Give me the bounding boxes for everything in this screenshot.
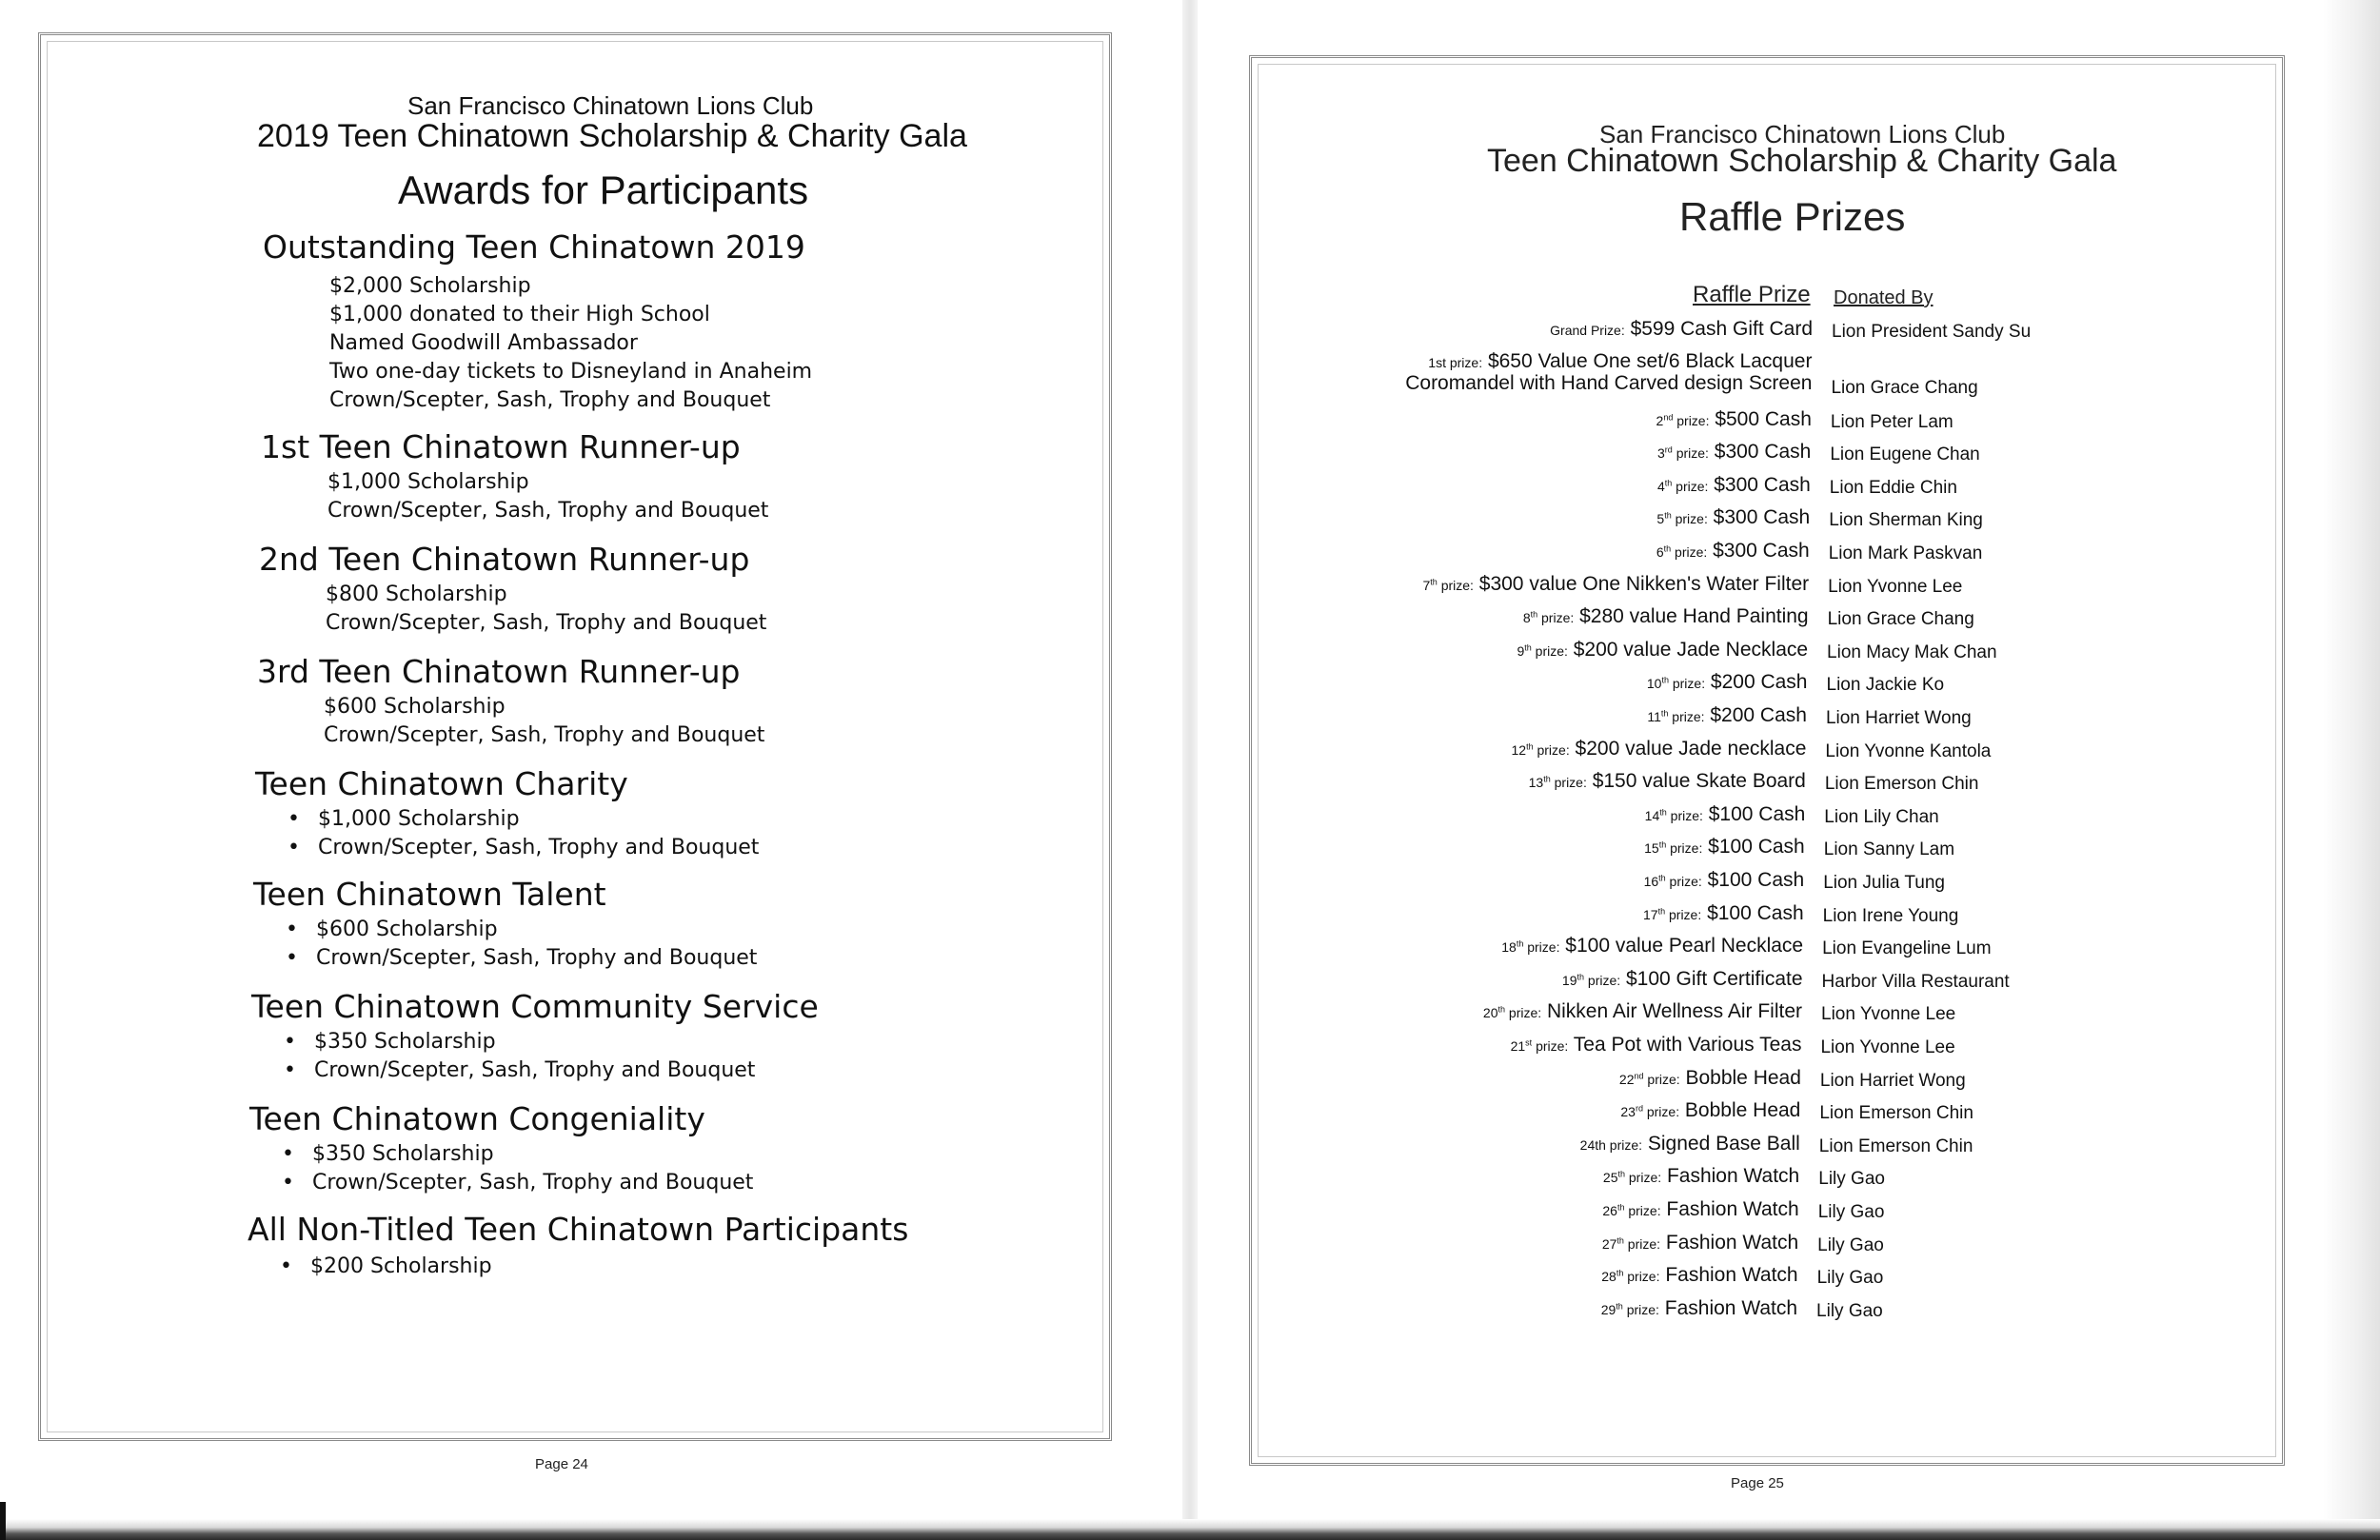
- prize-row: 15th prize: $100 Cash: [1644, 836, 1805, 859]
- column-header-donated-by: Donated By: [1834, 287, 1934, 308]
- prize-rank: 28th prize:: [1601, 1268, 1660, 1285]
- prize-row: 18th prize: $100 value Pearl Necklace: [1501, 935, 1804, 958]
- award-detail: $600 Scholarship: [324, 695, 506, 719]
- prize-row: 26th prize: Fashion Watch: [1602, 1198, 1799, 1220]
- prize-rank: 21st prize:: [1510, 1037, 1569, 1054]
- award-detail: • $200 Scholarship: [310, 1254, 492, 1278]
- award-title: 3rd Teen Chinatown Runner-up: [257, 653, 741, 690]
- prize-donor: Lily Gao: [1817, 1202, 1885, 1222]
- prize-rank: Grand Prize:: [1550, 323, 1625, 338]
- award-detail: • $350 Scholarship: [314, 1030, 496, 1054]
- award-detail: $1,000 Scholarship: [327, 470, 529, 494]
- prize-row: 12th prize: $200 value Jade necklace: [1511, 737, 1807, 760]
- award-detail: Crown/Scepter, Sash, Trophy and Bouquet: [326, 611, 767, 635]
- prize-rank: 1st prize:: [1428, 354, 1483, 370]
- prize-rank: 3rd prize:: [1657, 444, 1709, 462]
- award-title: Teen Chinatown Charity: [255, 765, 628, 802]
- award-detail: • $1,000 Scholarship: [318, 807, 520, 831]
- prize-rank: 6th prize:: [1656, 543, 1708, 560]
- page-number-left: Page 24: [535, 1456, 588, 1472]
- prize-donor: Lily Gao: [1816, 1300, 1883, 1321]
- left-org-name: San Francisco Chinatown Lions Club: [407, 91, 814, 120]
- prize-row: 6th prize: $300 Cash: [1656, 540, 1810, 562]
- prize-rank: 7th prize:: [1422, 576, 1474, 593]
- award-detail: Crown/Scepter, Sash, Trophy and Bouquet: [327, 499, 769, 523]
- award-title: Teen Chinatown Congeniality: [249, 1100, 705, 1137]
- prize-item-continued: Coromandel with Hand Carved design Screen: [1405, 371, 1813, 394]
- prize-rank: 18th prize:: [1501, 938, 1560, 956]
- prize-rank: 8th prize:: [1522, 609, 1575, 626]
- prize-row: 21st prize: Tea Pot with Various Teas: [1510, 1034, 1802, 1056]
- prize-rank: 29th prize:: [1600, 1301, 1659, 1317]
- prize-donor: Lion President Sandy Su: [1832, 322, 2032, 342]
- award-detail: • Crown/Scepter, Sash, Trophy and Bouquet: [318, 836, 759, 859]
- book-corner: [0, 1502, 6, 1540]
- prize-rank: 19th prize:: [1561, 972, 1621, 988]
- prize-row: 4th prize: $300 Cash: [1656, 473, 1811, 496]
- prize-donor: Lion Evangeline Lum: [1822, 938, 1992, 959]
- award-title: Teen Chinatown Talent: [253, 876, 606, 913]
- prize-rank: 22nd prize:: [1618, 1070, 1680, 1087]
- prize-row: 8th prize: $280 value Hand Painting: [1522, 605, 1809, 628]
- right-event-title: Teen Chinatown Scholarship & Charity Gala: [1487, 143, 2117, 179]
- page-edge-right: [2323, 0, 2380, 1540]
- prize-rank: 24th prize:: [1579, 1136, 1643, 1153]
- prize-rank: 20th prize:: [1482, 1004, 1542, 1021]
- prize-donor: Lion Sanny Lam: [1823, 839, 1955, 860]
- prize-rank: 11th prize:: [1647, 708, 1705, 724]
- book-bottom-edge: [0, 1519, 2380, 1540]
- right-page-border: [1249, 55, 2285, 1466]
- prize-rank: 2nd prize:: [1656, 411, 1710, 428]
- prize-row: 22nd prize: Bobble Head: [1618, 1066, 1801, 1089]
- right-org-name: San Francisco Chinatown Lions Club: [1599, 120, 2006, 148]
- prize-row: 7th prize: $300 value One Nikken's Water Filter: [1422, 572, 1810, 595]
- prize-donor: Lion Jackie Ko: [1826, 675, 1945, 696]
- prize-rank: 27th prize:: [1601, 1234, 1661, 1252]
- prize-donor: Lion Harriet Wong: [1819, 1070, 1966, 1091]
- prize-row: 24th prize: Signed Base Ball: [1579, 1132, 1800, 1155]
- prize-rank: 14th prize:: [1644, 807, 1703, 823]
- award-title: All Non-Titled Teen Chinatown Participants: [248, 1211, 909, 1248]
- prize-row: 1st prize: $650 Value One set/6 Black Lacquer Coromandel with Hand Carved design Screen: [1405, 349, 1813, 394]
- prize-rank: 17th prize:: [1643, 905, 1702, 922]
- prize-row: 20th prize: Nikken Air Wellness Air Filter: [1482, 1000, 1802, 1023]
- prize-row: 25th prize: Fashion Watch: [1602, 1165, 1800, 1188]
- column-header-raffle-prize: Raffle Prize: [1693, 282, 1811, 307]
- prize-rank: 4th prize:: [1656, 478, 1709, 494]
- prize-donor: Lion Harriet Wong: [1825, 708, 1972, 728]
- prize-donor: Lion Eddie Chin: [1829, 477, 1957, 498]
- award-title: Teen Chinatown Community Service: [251, 988, 819, 1025]
- prize-row: 23rd prize: Bobble Head: [1620, 1099, 1801, 1122]
- prize-donor: Lily Gao: [1817, 1234, 1884, 1255]
- prize-donor: Lion Emerson Chin: [1818, 1135, 1973, 1156]
- prize-row: 19th prize: $100 Gift Certificate: [1561, 967, 1803, 990]
- prize-rank: 25th prize:: [1602, 1169, 1662, 1186]
- prize-rank: 5th prize:: [1656, 510, 1708, 527]
- award-title: 1st Teen Chinatown Runner-up: [261, 428, 741, 465]
- prize-row: 14th prize: $100 Cash: [1644, 802, 1806, 825]
- raffle-heading: Raffle Prizes: [1679, 194, 1906, 239]
- prize-rank: 16th prize:: [1643, 873, 1702, 889]
- prize-row: 17th prize: $100 Cash: [1643, 901, 1804, 924]
- prize-rank: 12th prize:: [1511, 740, 1570, 758]
- prize-donor: Harbor Villa Restaurant: [1821, 971, 2010, 992]
- page-number-right: Page 25: [1731, 1475, 1784, 1491]
- prize-row: 29th prize: Fashion Watch: [1600, 1296, 1798, 1319]
- prize-row: Grand Prize: $599 Cash Gift Card: [1550, 318, 1813, 340]
- left-event-title: 2019 Teen Chinatown Scholarship & Charity Gala: [257, 118, 967, 154]
- prize-donor: Lily Gao: [1816, 1268, 1884, 1289]
- book-gutter: [1182, 0, 1198, 1540]
- prize-donor: Lion Sherman King: [1829, 510, 1983, 531]
- prize-row: 16th prize: $100 Cash: [1643, 869, 1805, 891]
- prize-rank: 13th prize:: [1528, 774, 1587, 791]
- award-detail: • Crown/Scepter, Sash, Trophy and Bouquet: [316, 946, 757, 970]
- award-detail: Crown/Scepter, Sash, Trophy and Bouquet: [329, 388, 771, 412]
- award-detail: Named Goodwill Ambassador: [329, 331, 638, 355]
- prize-rank: 23rd prize:: [1620, 1103, 1680, 1120]
- prize-row: 13th prize: $150 value Skate Board: [1528, 770, 1806, 793]
- prize-row: 28th prize: Fashion Watch: [1601, 1264, 1798, 1287]
- prize-donor: Lion Yvonne Lee: [1820, 1037, 1955, 1057]
- prize-donor: Lion Macy Mak Chan: [1827, 642, 1997, 662]
- prize-row: 10th prize: $200 Cash: [1646, 671, 1808, 694]
- prize-row: 9th prize: $200 value Jade Necklace: [1517, 638, 1809, 661]
- prize-donor: Lion Yvonne Lee: [1821, 1004, 1956, 1025]
- prize-rank: 15th prize:: [1644, 839, 1703, 857]
- award-detail: $1,000 donated to their High School: [329, 303, 710, 326]
- award-title: 2nd Teen Chinatown Runner-up: [259, 541, 750, 578]
- prize-rank: 26th prize:: [1602, 1202, 1661, 1218]
- prize-donor: Lion Grace Chang: [1831, 377, 1978, 398]
- prize-donor: Lion Yvonne Lee: [1828, 576, 1963, 597]
- award-detail: • $600 Scholarship: [316, 918, 498, 941]
- award-detail: Crown/Scepter, Sash, Trophy and Bouquet: [324, 723, 765, 747]
- prize-row: 11th prize: $200 Cash: [1647, 704, 1807, 726]
- prize-donor: Lion Mark Paskvan: [1828, 543, 1983, 563]
- prize-rank: 9th prize:: [1517, 642, 1568, 659]
- prize-row: 3rd prize: $300 Cash: [1657, 441, 1812, 464]
- prize-rank: 10th prize:: [1646, 675, 1706, 692]
- prize-donor: Lion Yvonne Kantola: [1825, 740, 1992, 761]
- awards-heading: Awards for Participants: [398, 168, 809, 212]
- award-detail: $800 Scholarship: [326, 582, 507, 606]
- award-detail: • Crown/Scepter, Sash, Trophy and Bouquet: [312, 1171, 753, 1194]
- prize-row: 2nd prize: $500 Cash: [1656, 407, 1812, 430]
- prize-donor: Lily Gao: [1818, 1169, 1885, 1190]
- award-title: Outstanding Teen Chinatown 2019: [263, 228, 805, 266]
- prize-donor: Lion Peter Lam: [1830, 411, 1954, 432]
- prize-donor: Lion Julia Tung: [1823, 873, 1946, 893]
- award-detail: Two one-day tickets to Disneyland in Anaheim: [329, 360, 813, 384]
- award-detail: $2,000 Scholarship: [329, 274, 531, 298]
- prize-donor: Lion Emerson Chin: [1824, 774, 1979, 795]
- prize-donor: Lion Grace Chang: [1827, 609, 1974, 630]
- prize-donor: Lion Irene Young: [1822, 905, 1959, 926]
- prize-row: 27th prize: Fashion Watch: [1601, 1231, 1799, 1254]
- award-detail: • $350 Scholarship: [312, 1142, 494, 1166]
- prize-donor: Lion Eugene Chan: [1830, 444, 1980, 465]
- prize-donor: Lion Lily Chan: [1824, 806, 1939, 827]
- award-detail: • Crown/Scepter, Sash, Trophy and Bouquet: [314, 1058, 755, 1082]
- prize-donor: Lion Emerson Chin: [1819, 1103, 1973, 1124]
- prize-row: 5th prize: $300 Cash: [1656, 506, 1811, 529]
